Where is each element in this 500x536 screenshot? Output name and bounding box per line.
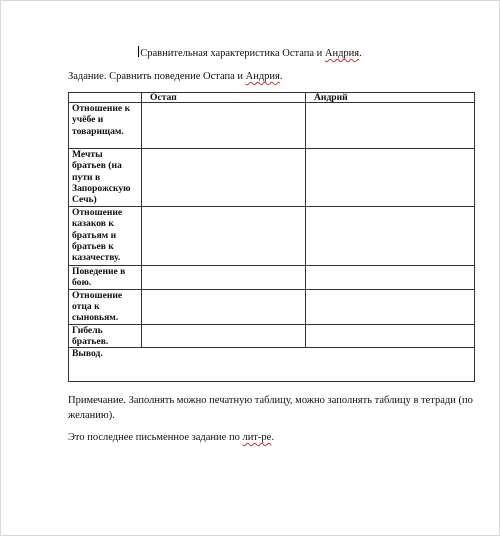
table-row (69, 207, 475, 266)
header-row (69, 93, 475, 103)
task-name: Андрия (245, 71, 280, 82)
cell-ostap[interactable] (142, 266, 306, 290)
row-label: Отношение отца к сыновьям. (69, 289, 142, 324)
task-text (68, 71, 283, 82)
cell-andriy[interactable] (306, 103, 475, 149)
conclusion-row (69, 348, 475, 382)
table-row (69, 103, 475, 149)
cell-ostap[interactable] (142, 324, 306, 348)
row-label: Гибель братьев. (69, 324, 142, 348)
title-text: Сравнительная характеристика Остапа и (140, 48, 325, 59)
table-row (69, 149, 475, 207)
conclusion-cell[interactable]: Вывод. (69, 348, 475, 382)
row-label: Мечты братьев (на пути в Запорожскую Сечь) (69, 149, 142, 207)
cell-ostap[interactable] (142, 103, 306, 149)
table-row (69, 266, 475, 290)
cell-ostap[interactable] (142, 289, 306, 324)
table-row (69, 324, 475, 348)
table-row (69, 289, 475, 324)
document-title (0, 46, 500, 59)
cell-andriy[interactable] (306, 289, 475, 324)
cell-andriy[interactable] (306, 207, 475, 266)
row-label: Отношение казаков к братьям и братьев к казачеству. (69, 207, 142, 266)
final-link: лит-ре (242, 432, 272, 443)
header-ostap: Остап (142, 93, 306, 103)
final-end: . (271, 432, 274, 443)
title-name: Андрия (324, 48, 360, 59)
cell-andriy[interactable] (306, 324, 475, 348)
note-text: Примечание. Заполнять можно печатную таблицу, можно заполнять таблицу в тетради (по желанию). (68, 395, 473, 421)
row-label: Отношение к учёбе и товарищам. (69, 103, 142, 149)
cell-andriy[interactable] (306, 149, 475, 207)
final-text (68, 432, 274, 443)
title-end: . (359, 48, 362, 59)
task-end: . (279, 71, 283, 82)
task-pre: Задание. Сравнить поведение Остапа и (68, 71, 246, 82)
comparison-table (68, 92, 475, 382)
header-empty (69, 93, 142, 103)
cell-ostap[interactable] (142, 207, 306, 266)
header-andriy: Андрий (306, 93, 475, 103)
final-pre: Это последнее письменное задание по (68, 432, 243, 443)
cell-ostap[interactable] (142, 149, 306, 207)
row-label: Поведение в бою. (69, 266, 142, 290)
cell-andriy[interactable] (306, 266, 475, 290)
